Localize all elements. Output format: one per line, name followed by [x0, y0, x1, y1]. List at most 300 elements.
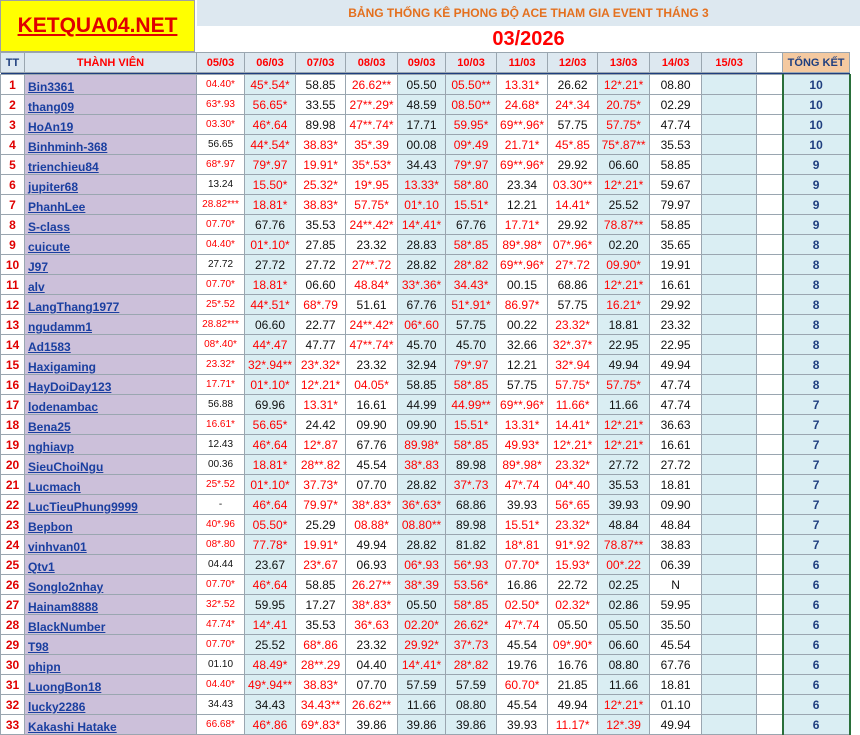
result-cell: 28*.82 [446, 255, 497, 275]
table-row [1, 695, 850, 715]
result-cell: 44.99** [446, 395, 497, 415]
gap-cell [757, 155, 783, 175]
result-cell: 57.75 [497, 375, 548, 395]
member-name-link[interactable]: S-class [25, 215, 197, 235]
result-cell: 12*.21* [598, 75, 650, 95]
gap-cell [757, 315, 783, 335]
member-name-link[interactable]: PhanhLee [25, 195, 197, 215]
result-cell: 11.17* [548, 715, 598, 735]
result-cell: 58*.85 [446, 435, 497, 455]
result-cell: 35.53 [296, 215, 346, 235]
gap-cell [757, 135, 783, 155]
member-name-link[interactable]: thang09 [25, 95, 197, 115]
result-cell [702, 655, 757, 675]
result-cell: 68*.97 [197, 155, 245, 175]
result-cell: 32*.37* [548, 335, 598, 355]
result-cell: 28.82 [398, 535, 446, 555]
member-name-link[interactable]: Bepbon [25, 515, 197, 535]
total-cell: 6 [783, 575, 850, 595]
result-cell: 89*.98* [497, 235, 548, 255]
member-name-link[interactable]: HoAn19 [25, 115, 197, 135]
result-cell: 06.60 [598, 635, 650, 655]
gap-cell [757, 495, 783, 515]
header-date: 08/03 [346, 53, 398, 73]
result-cell: 12.21 [497, 355, 548, 375]
member-name-link[interactable]: BlackNumber [25, 615, 197, 635]
result-cell: 24**.42* [346, 215, 398, 235]
total-cell: 6 [783, 695, 850, 715]
row-number: 26 [1, 575, 25, 595]
result-cell: 12*.39 [598, 715, 650, 735]
member-name-link[interactable]: Binhminh-368 [25, 135, 197, 155]
result-cell: 13.31* [497, 75, 548, 95]
row-number: 18 [1, 415, 25, 435]
result-cell: 14*.41* [398, 655, 446, 675]
result-cell: 22.77 [296, 315, 346, 335]
row-number: 2 [1, 95, 25, 115]
table-row [1, 355, 850, 375]
result-cell: 47.74* [197, 615, 245, 635]
result-cell: 44*.47 [245, 335, 296, 355]
result-cell: 69*.83* [296, 715, 346, 735]
result-cell: 29.92 [548, 215, 598, 235]
result-cell: 49*.94** [245, 675, 296, 695]
table-row [1, 75, 850, 95]
table-row [1, 395, 850, 415]
result-cell [702, 75, 757, 95]
row-number: 20 [1, 455, 25, 475]
result-cell: 59.67 [650, 175, 702, 195]
row-number: 15 [1, 355, 25, 375]
result-cell: 12*.21* [548, 435, 598, 455]
result-cell: 08.88* [346, 515, 398, 535]
result-cell: 06.39 [650, 555, 702, 575]
table-row [1, 635, 850, 655]
result-cell: 33*.36* [398, 275, 446, 295]
result-cell: 58.85 [650, 215, 702, 235]
table-row [1, 95, 850, 115]
total-cell: 7 [783, 475, 850, 495]
row-number: 25 [1, 555, 25, 575]
member-name-link[interactable]: jupiter68 [25, 175, 197, 195]
result-cell: 56*.65 [548, 495, 598, 515]
result-cell: 45.70 [398, 335, 446, 355]
result-cell: 26.62* [446, 615, 497, 635]
result-cell: 27.72 [650, 455, 702, 475]
result-cell: 07.70* [197, 275, 245, 295]
result-cell: 09.90 [650, 495, 702, 515]
result-cell: 08.80** [398, 515, 446, 535]
result-cell: 05.50* [245, 515, 296, 535]
member-name-link[interactable]: LuongBon18 [25, 675, 197, 695]
result-cell: 44*.51* [245, 295, 296, 315]
result-cell: 56*.93 [446, 555, 497, 575]
result-cell: 19.91* [296, 535, 346, 555]
member-name-link[interactable]: lodenambac [25, 395, 197, 415]
total-cell: 7 [783, 415, 850, 435]
result-cell: 24*.34 [548, 95, 598, 115]
result-cell: 37.73* [296, 475, 346, 495]
member-name-link[interactable]: Haxigaming [25, 355, 197, 375]
result-cell: 27.85 [296, 235, 346, 255]
row-number: 27 [1, 595, 25, 615]
gap-cell [757, 375, 783, 395]
result-cell [702, 235, 757, 255]
result-cell: 12.21 [497, 195, 548, 215]
result-cell: 13.31* [497, 415, 548, 435]
result-cell: 35*.53* [346, 155, 398, 175]
result-cell: 59.95 [650, 595, 702, 615]
result-cell: 27.72 [197, 255, 245, 275]
result-cell: 60.70* [497, 675, 548, 695]
result-cell: 01*.10 [398, 195, 446, 215]
member-name-link[interactable]: trienchieu84 [25, 155, 197, 175]
row-number: 9 [1, 235, 25, 255]
member-name-link[interactable]: lucky2286 [25, 695, 197, 715]
row-number: 31 [1, 675, 25, 695]
result-cell: 00.22 [497, 315, 548, 335]
result-cell [702, 275, 757, 295]
result-cell: 00.08 [398, 135, 446, 155]
member-name-link[interactable]: T98 [25, 635, 197, 655]
result-cell: 45*.54* [245, 75, 296, 95]
result-cell: 39.86 [346, 715, 398, 735]
result-cell: 15.50* [245, 175, 296, 195]
result-cell: 25.52 [245, 635, 296, 655]
result-cell: 59.95 [245, 595, 296, 615]
result-cell: 39.86 [446, 715, 497, 735]
logo-text[interactable]: KETQUA04.NET [17, 14, 178, 37]
result-cell: 13.31* [296, 395, 346, 415]
result-cell: 49.94 [598, 355, 650, 375]
total-cell: 10 [783, 75, 850, 95]
table-row [1, 275, 850, 295]
result-cell: 53.56* [446, 575, 497, 595]
result-cell: 57.75* [598, 375, 650, 395]
gap-cell [757, 535, 783, 555]
result-cell: 49.94 [346, 535, 398, 555]
total-cell: 9 [783, 155, 850, 175]
result-cell: 67.76 [650, 655, 702, 675]
result-cell: 46*.64 [245, 435, 296, 455]
table-row [1, 335, 850, 355]
result-cell: 57.59 [398, 675, 446, 695]
stats-table [0, 52, 851, 735]
result-cell: 56.88 [197, 395, 245, 415]
result-cell: 45.54 [650, 635, 702, 655]
result-cell: 19.91* [296, 155, 346, 175]
result-cell: 25.52 [598, 195, 650, 215]
result-cell: 07.70 [346, 475, 398, 495]
result-cell: 32*.52 [197, 595, 245, 615]
member-name-link[interactable]: Ad1583 [25, 335, 197, 355]
result-cell [702, 555, 757, 575]
result-cell: 46*.64 [245, 115, 296, 135]
table-row [1, 615, 850, 635]
result-cell: 04.40* [197, 235, 245, 255]
result-cell: 00.15 [497, 275, 548, 295]
result-cell: 79.97* [296, 495, 346, 515]
result-cell: 36.63 [650, 415, 702, 435]
result-cell: 02.86 [598, 595, 650, 615]
result-cell: 13.24 [197, 175, 245, 195]
member-name-link[interactable]: Qtv1 [25, 555, 197, 575]
member-name-link[interactable]: Lucmach [25, 475, 197, 495]
gap-cell [757, 475, 783, 495]
table-row [1, 555, 850, 575]
result-cell [702, 355, 757, 375]
result-cell: 04*.40 [548, 475, 598, 495]
header-date: 10/03 [446, 53, 497, 73]
row-number: 17 [1, 395, 25, 415]
result-cell: 18.81 [650, 475, 702, 495]
result-cell: 18.81* [245, 195, 296, 215]
header-gap [757, 53, 783, 73]
result-cell: 12*.21* [598, 435, 650, 455]
result-cell: 22.95 [650, 335, 702, 355]
result-cell: 35*.39 [346, 135, 398, 155]
header-date: 13/03 [598, 53, 650, 73]
result-cell: 18.81 [598, 315, 650, 335]
result-cell: 16.61 [650, 435, 702, 455]
result-cell: 16.86 [497, 575, 548, 595]
row-number: 6 [1, 175, 25, 195]
result-cell: 38*.83 [398, 455, 446, 475]
gap-cell [757, 635, 783, 655]
member-name-link[interactable]: Bena25 [25, 415, 197, 435]
header-date: 05/03 [197, 53, 245, 73]
gap-cell [757, 115, 783, 135]
header-date: 15/03 [702, 53, 757, 73]
result-cell: 02.29 [650, 95, 702, 115]
result-cell [702, 695, 757, 715]
result-cell: 45.54 [497, 695, 548, 715]
result-cell [702, 335, 757, 355]
result-cell: 51*.91* [446, 295, 497, 315]
result-cell: 04.40* [197, 675, 245, 695]
gap-cell [757, 95, 783, 115]
site-logo[interactable] [0, 0, 195, 52]
result-cell: 09*.49 [446, 135, 497, 155]
result-cell: 19.91 [650, 255, 702, 275]
member-name-link[interactable]: J97 [25, 255, 197, 275]
result-cell: 39.93 [598, 495, 650, 515]
member-name-link[interactable]: phipn [25, 655, 197, 675]
result-cell: 38.83 [650, 535, 702, 555]
result-cell: 47*.74 [497, 615, 548, 635]
result-cell: 37*.73 [446, 475, 497, 495]
gap-cell [757, 395, 783, 415]
result-cell: 75*.87** [598, 135, 650, 155]
result-cell: 57.75 [548, 115, 598, 135]
result-cell: 14*.41* [398, 215, 446, 235]
result-cell: 39.86 [398, 715, 446, 735]
result-cell: 39.93 [497, 715, 548, 735]
result-cell: 48.84 [598, 515, 650, 535]
result-cell: 48.84* [346, 275, 398, 295]
result-cell: 49.94 [548, 695, 598, 715]
result-cell: 23.32 [346, 235, 398, 255]
result-cell: 09*.90* [548, 635, 598, 655]
result-cell: 56.65 [197, 135, 245, 155]
member-name-link[interactable]: vinhvan01 [25, 535, 197, 555]
result-cell: 67.76 [446, 215, 497, 235]
row-number: 21 [1, 475, 25, 495]
result-cell: 67.76 [346, 435, 398, 455]
result-cell: 35.50 [650, 615, 702, 635]
member-name-link[interactable]: LangThang1977 [25, 295, 197, 315]
result-cell: 11.66* [548, 395, 598, 415]
result-cell: 32.66 [497, 335, 548, 355]
gap-cell [757, 515, 783, 535]
result-cell: 24**.42* [346, 315, 398, 335]
result-cell: 23.32* [548, 315, 598, 335]
table-row [1, 175, 850, 195]
total-cell: 6 [783, 635, 850, 655]
result-cell: 16.61* [197, 415, 245, 435]
result-cell: 01*.10* [245, 375, 296, 395]
result-cell: 58*.85 [446, 595, 497, 615]
result-cell: 38*.83* [346, 595, 398, 615]
gap-cell [757, 355, 783, 375]
table-row [1, 215, 850, 235]
total-cell: 6 [783, 655, 850, 675]
result-cell: 05.50** [446, 75, 497, 95]
total-cell: 10 [783, 135, 850, 155]
result-cell [702, 615, 757, 635]
result-cell: 69**.96* [497, 155, 548, 175]
result-cell: 89.98* [398, 435, 446, 455]
row-number: 8 [1, 215, 25, 235]
result-cell: 07.70* [197, 215, 245, 235]
member-name-link[interactable]: Hainam8888 [25, 595, 197, 615]
header-date: 07/03 [296, 53, 346, 73]
result-cell: 58*.80 [446, 175, 497, 195]
result-cell: 23*.32* [296, 355, 346, 375]
gap-cell [757, 215, 783, 235]
result-cell: 00*.22 [598, 555, 650, 575]
result-cell: 56.65* [245, 415, 296, 435]
gap-cell [757, 255, 783, 275]
result-cell: 05.50 [598, 615, 650, 635]
table-row [1, 515, 850, 535]
row-number: 12 [1, 295, 25, 315]
row-number: 28 [1, 615, 25, 635]
header-date: 09/03 [398, 53, 446, 73]
member-name-link[interactable]: Kakashi Hatake [25, 715, 197, 735]
result-cell: 69**.96* [497, 255, 548, 275]
result-cell: 46*.64 [245, 575, 296, 595]
result-cell: 23.32 [346, 635, 398, 655]
gap-cell [757, 715, 783, 735]
total-cell: 10 [783, 115, 850, 135]
result-cell: 23*.67 [296, 555, 346, 575]
total-cell: 9 [783, 195, 850, 215]
result-cell: 05.50 [398, 595, 446, 615]
result-cell: 58.85 [296, 75, 346, 95]
result-cell: 23.32 [650, 315, 702, 335]
total-cell: 6 [783, 595, 850, 615]
result-cell: 28.82*** [197, 315, 245, 335]
header-member: THÀNH VIÊN [25, 53, 197, 73]
result-cell: 05.50 [398, 75, 446, 95]
row-number: 32 [1, 695, 25, 715]
result-cell: 15.93* [548, 555, 598, 575]
result-cell: 27.72 [296, 255, 346, 275]
member-name-link[interactable]: Songlo2nhay [25, 575, 197, 595]
result-cell [702, 255, 757, 275]
result-cell: 08.50** [446, 95, 497, 115]
result-cell: 20.75* [598, 95, 650, 115]
result-cell: 04.44 [197, 555, 245, 575]
total-cell: 7 [783, 435, 850, 455]
result-cell [702, 475, 757, 495]
result-cell: 91*.92 [548, 535, 598, 555]
total-cell: 6 [783, 675, 850, 695]
result-cell: 23.32* [548, 515, 598, 535]
table-row [1, 115, 850, 135]
result-cell: 78.87** [598, 215, 650, 235]
member-name-link[interactable]: SieuChoiNgu [25, 455, 197, 475]
result-cell: 36*.63* [398, 495, 446, 515]
result-cell: 58.85 [296, 575, 346, 595]
member-name-link[interactable]: nghiavp [25, 435, 197, 455]
member-name-link[interactable]: cuicute [25, 235, 197, 255]
total-cell: 8 [783, 335, 850, 355]
result-cell: 58.85 [398, 375, 446, 395]
result-cell: 46*.86 [245, 715, 296, 735]
result-cell: 16.21* [598, 295, 650, 315]
result-cell: 23.34 [497, 175, 548, 195]
result-cell: 40*.96 [197, 515, 245, 535]
result-cell: 79*.97 [245, 155, 296, 175]
result-cell [702, 455, 757, 475]
member-name-link[interactable]: ngudamm1 [25, 315, 197, 335]
total-cell: 8 [783, 315, 850, 335]
result-cell: 09.90 [346, 415, 398, 435]
table-row [1, 675, 850, 695]
result-cell: 15.51* [497, 515, 548, 535]
gap-cell [757, 195, 783, 215]
result-cell: 01.10 [197, 655, 245, 675]
result-cell [702, 535, 757, 555]
result-cell: 23.32 [346, 355, 398, 375]
result-cell: 26.62** [346, 75, 398, 95]
result-cell: 35.53 [598, 475, 650, 495]
result-cell: 12*.87 [296, 435, 346, 455]
result-cell: 25*.52 [197, 295, 245, 315]
gap-cell [757, 675, 783, 695]
total-cell: 7 [783, 495, 850, 515]
result-cell: 08.80 [598, 655, 650, 675]
result-cell: 26.62** [346, 695, 398, 715]
result-cell: 28**.82 [296, 455, 346, 475]
member-name-link[interactable]: Bin3361 [25, 75, 197, 95]
member-name-link[interactable]: alv [25, 275, 197, 295]
result-cell: 79*.97 [446, 155, 497, 175]
result-cell: 58*.85 [446, 375, 497, 395]
result-cell: 47**.74* [346, 335, 398, 355]
member-name-link[interactable]: HayDoiDay123 [25, 375, 197, 395]
result-cell: 06.93 [346, 555, 398, 575]
result-cell: 01*.10* [245, 475, 296, 495]
result-cell: 23.67 [245, 555, 296, 575]
result-cell: 11.66 [398, 695, 446, 715]
result-cell: 89.98 [446, 515, 497, 535]
result-cell: 07*.96* [548, 235, 598, 255]
member-name-link[interactable]: LucTieuPhung9999 [25, 495, 197, 515]
result-cell: 47.74 [650, 375, 702, 395]
